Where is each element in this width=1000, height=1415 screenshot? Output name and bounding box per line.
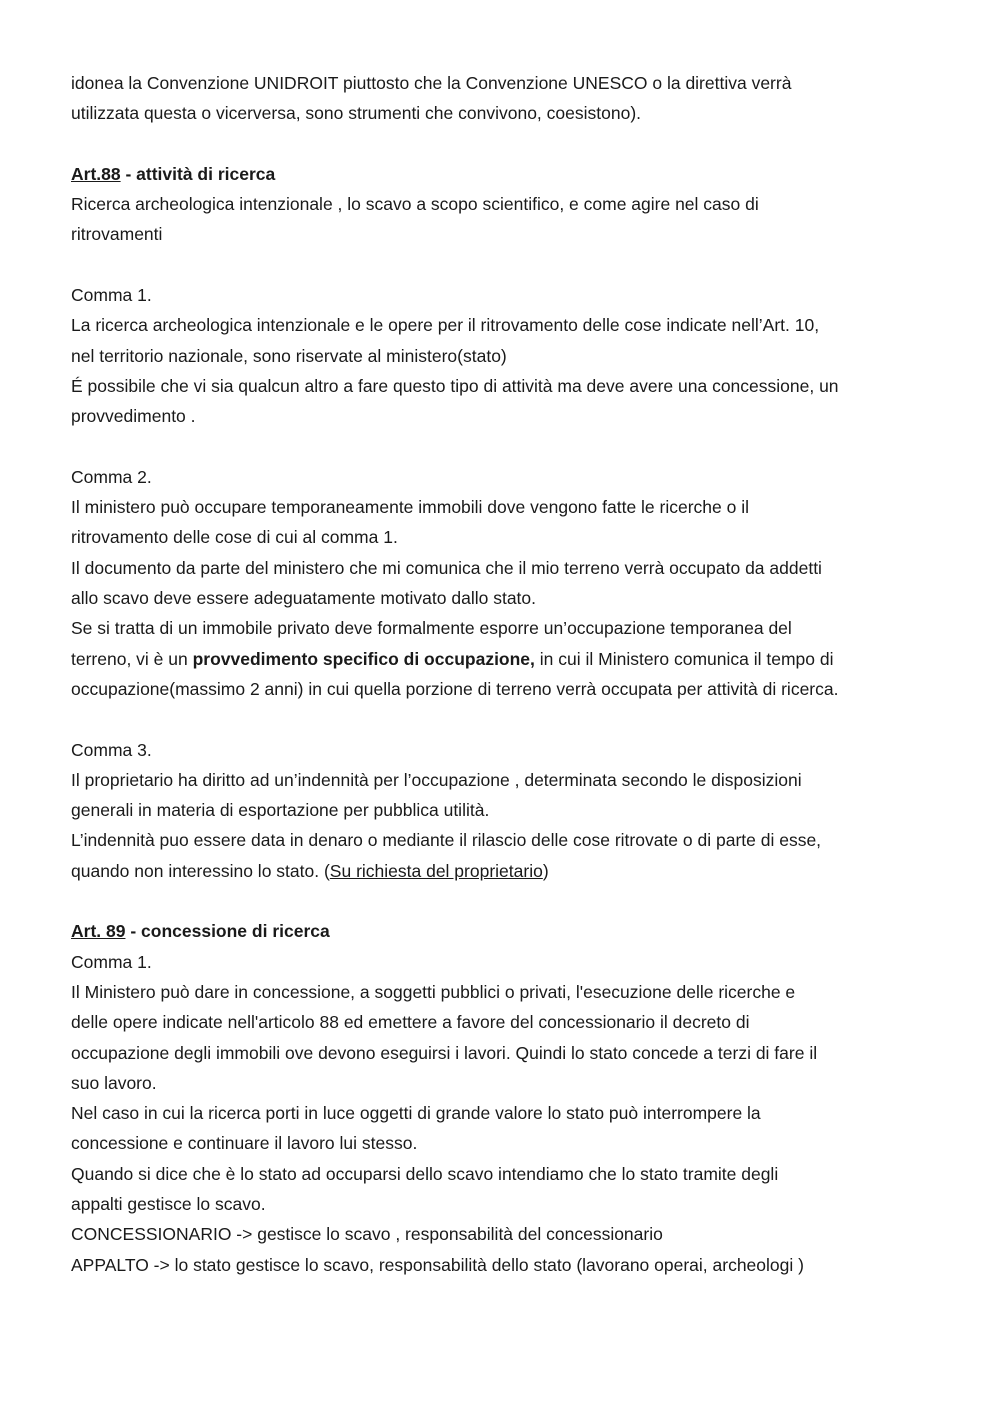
art88-comma3-line-4 <box>71 856 931 886</box>
art89-heading <box>71 916 931 946</box>
art89-comma1-line-6: concessione e continuare il lavoro lui stesso. <box>71 1133 418 1154</box>
art88-comma3-line-1: Il proprietario ha diritto ad un’indennità per l’occupazione , determinata secondo le disposizioni <box>71 769 802 790</box>
art88-comma2-line-6-post: in cui il Ministero comunica il tempo di <box>534 648 834 669</box>
art89-comma1-line-9: CONCESSIONARIO -> gestisce lo scavo , responsabilità del concessionario <box>71 1224 663 1245</box>
spacer <box>71 704 931 734</box>
art88-desc-line-1: Ricerca archeologica intenzionale , lo scavo a scopo scientifico, e come agire nel caso di <box>71 194 759 215</box>
spacer <box>71 432 931 462</box>
art88-comma1-line-4: provvedimento . <box>71 406 196 427</box>
art89-comma1-line-2: delle opere indicate nell'articolo 88 ed emettere a favore del concessionario il decreto di <box>71 1012 750 1033</box>
art88-desc-line-2: ritrovamenti <box>71 224 163 245</box>
art88-comma2-line-5: Se si tratta di un immobile privato deve formalmente esporre un’occupazione temporanea del <box>71 618 792 639</box>
art88-comma3-label: Comma 3. <box>71 739 152 760</box>
art88-comma2-line-6-pre: terreno, vi è un <box>71 648 193 669</box>
spacer <box>71 250 931 280</box>
art89-comma1-line-5: Nel caso in cui la ricerca porti in luce oggetti di grande valore lo stato può interrompere la <box>71 1103 761 1124</box>
art88-comma3-line-4-pre: quando non interessino lo stato. ( <box>71 860 330 881</box>
owner-request-underlined: Su richiesta del proprietario <box>329 860 543 881</box>
spacer <box>71 129 931 159</box>
art88-comma3-line-4-post: ) <box>542 860 549 881</box>
art89-comma1-line-4: suo lavoro. <box>71 1072 157 1093</box>
art89-comma1-line-7: Quando si dice che è lo stato ad occuparsi dello scavo intendiamo che lo stato tramite degli <box>71 1163 779 1184</box>
art88-comma2-line-3: Il documento da parte del ministero che mi comunica che il mio terreno verrà occupato da addetti <box>71 557 822 578</box>
art88-heading-title: - attività di ricerca <box>120 163 276 184</box>
document-page <box>71 68 931 1280</box>
art88-comma2-line-1: Il ministero può occupare temporaneamente immobili dove vengono fatte le ricerche o il <box>71 497 749 518</box>
art88-heading-ref: Art.88 <box>71 163 121 184</box>
art88-comma1-label: Comma 1. <box>71 285 152 306</box>
art88-comma3-line-3: L’indennità puo essere data in denaro o mediante il rilascio delle cose ritrovate o di parte di esse, <box>71 830 822 851</box>
art88-comma2-label: Comma 2. <box>71 466 152 487</box>
occupation-order-emphasis: provvedimento specifico di occupazione, <box>192 648 535 669</box>
art88-comma1-line-3: É possibile che vi sia qualcun altro a fare questo tipo di attività ma deve avere una concessione, un <box>71 375 839 396</box>
art89-heading-ref: Art. 89 <box>71 921 126 942</box>
art89-comma1-label: Comma 1. <box>71 951 152 972</box>
art88-comma1-line-1: La ricerca archeologica intenzionale e le opere per il ritrovamento delle cose indicate nell’Art. 10, <box>71 315 820 336</box>
art89-comma1-line-10: APPALTO -> lo stato gestisce lo scavo, responsabilità dello stato (lavorano operai, archeologi ) <box>71 1254 804 1275</box>
art89-heading-title: - concessione di ricerca <box>125 921 330 942</box>
intro-line-2: utilizzata questa o vicerversa, sono strumenti che convivono, coesistono). <box>71 103 642 124</box>
art88-comma3-line-2: generali in materia di esportazione per pubblica utilità. <box>71 800 490 821</box>
art89-comma1-line-3: occupazione degli immobili ove devono eseguirsi i lavori. Quindi lo stato concede a terzi di fare il <box>71 1042 818 1063</box>
intro-line-1: idonea la Convenzione UNIDROIT piuttosto che la Convenzione UNESCO o la direttiva verrà <box>71 73 792 93</box>
art88-comma2-line-7: occupazione(massimo 2 anni) in cui quella porzione di terreno verrà occupata per attività di ricerca. <box>71 678 839 699</box>
art88-comma1-line-2: nel territorio nazionale, sono riservate al ministero(stato) <box>71 345 507 366</box>
art88-comma2-line-2: ritrovamento delle cose di cui al comma 1. <box>71 527 398 548</box>
art89-comma1-line-8: appalti gestisce lo scavo. <box>71 1193 266 1214</box>
art88-comma2-line-4: allo scavo deve essere adeguatamente motivato dallo stato. <box>71 588 537 609</box>
art88-heading <box>71 159 931 189</box>
art88-comma2-line-6 <box>71 644 931 674</box>
spacer <box>71 886 931 916</box>
art89-comma1-line-1: Il Ministero può dare in concessione, a soggetti pubblici o privati, l'esecuzione delle ricerche e <box>71 981 796 1002</box>
